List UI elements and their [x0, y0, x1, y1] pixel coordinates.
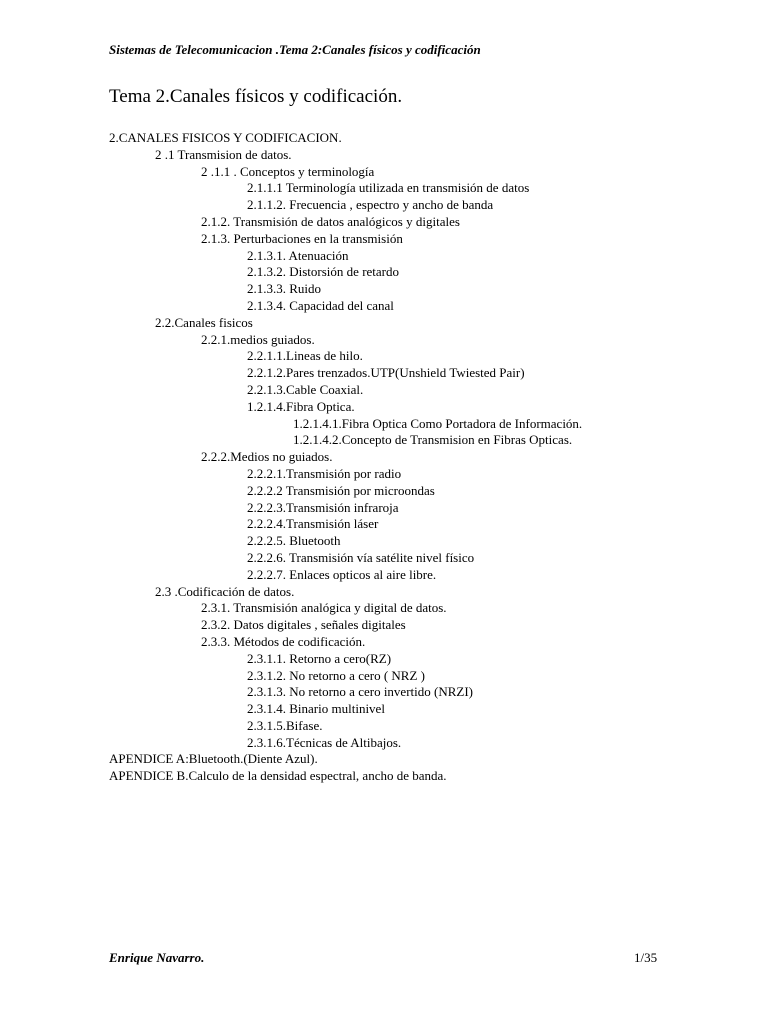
toc-entry: 2.1.2. Transmisión de datos analógicos y digitales — [201, 213, 460, 229]
page-number: 1/35 — [634, 950, 658, 965]
toc-entry: 2.2.1.medios guiados. — [201, 331, 315, 347]
toc-entry: 2.2.1.2.Pares trenzados.UTP(Unshield Twiested Pair) — [247, 365, 525, 381]
toc-entry: 2.2.2.2 Transmisión por microondas — [247, 482, 435, 498]
toc-entry: 2.3.1.5.Bifase. — [247, 717, 323, 733]
toc-entry: 2.1.3. Perturbaciones en la transmisión — [201, 230, 403, 246]
toc-entry: 2.1.3.2. Distorsión de retardo — [247, 264, 400, 280]
toc-entry: 2.3.3. Métodos de codificación. — [201, 633, 366, 649]
table-of-contents — [109, 130, 582, 785]
page-header: Sistemas de Telecomunicacion .Tema 2:Canales físicos y codificación — [109, 42, 481, 57]
toc-entry: 2.1.1.2. Frecuencia , espectro y ancho de banda — [247, 197, 494, 213]
toc-entry: 1.2.1.4.1.Fibra Optica Como Portadora de Información. — [293, 415, 583, 431]
toc-entry: 2.3.2. Datos digitales , señales digitales — [201, 617, 406, 633]
toc-entry: 2.1.3.3. Ruido — [247, 281, 322, 297]
toc-entry: 2.1.1.1 Terminología utilizada en transmisión de datos — [247, 180, 530, 196]
toc-entry: 2 .1.1 . Conceptos y terminología — [201, 163, 375, 179]
toc-entry: 2.2.1.1.Lineas de hilo. — [247, 348, 363, 364]
toc-entry: 2.2.2.7. Enlaces opticos al aire libre. — [247, 566, 437, 582]
toc-entry: 2.2.1.3.Cable Coaxial. — [247, 381, 364, 397]
toc-entry: 2.3.1. Transmisión analógica y digital de datos. — [201, 600, 447, 616]
toc-entry: 2.3.1.1. Retorno a cero(RZ) — [247, 650, 392, 666]
toc-entry: 2.2.2.1.Transmisión por radio — [247, 465, 402, 481]
toc-entry: 1.2.1.4.2.Concepto de Transmision en Fibras Opticas. — [293, 432, 573, 448]
toc-entry: 2.3.1.2. No retorno a cero ( NRZ ) — [247, 667, 425, 683]
document-title: Tema 2.Canales físicos y codificación. — [109, 86, 403, 107]
toc-entry: 2 .1 Transmision de datos. — [155, 146, 292, 162]
toc-entry: 2.2.2.6. Transmisión vía satélite nivel físico — [247, 549, 475, 565]
toc-entry: 2.3.1.4. Binario multinivel — [247, 701, 385, 717]
toc-entry: 2.1.3.4. Capacidad del canal — [247, 297, 394, 313]
footer-author: Enrique Navarro. — [109, 950, 205, 965]
toc-entry: 2.1.3.1. Atenuación — [247, 247, 349, 263]
toc-entry: 2.2.2.4.Transmisión láser — [247, 516, 379, 532]
toc-entry: APENDICE B.Calculo de la densidad espectral, ancho de banda. — [109, 768, 447, 784]
toc-entry: 2.CANALES FISICOS Y CODIFICACION. — [109, 130, 342, 145]
toc-entry: 2.3 .Codificación de datos. — [155, 583, 295, 599]
toc-entry: 2.2.2.Medios no guiados. — [201, 449, 333, 465]
toc-entry: 1.2.1.4.Fibra Optica. — [247, 398, 355, 414]
toc-entry: 2.3.1.6.Técnicas de Altibajos. — [247, 734, 402, 750]
toc-entry: 2.2.Canales fisicos — [155, 314, 253, 330]
toc-entry: 2.2.2.5. Bluetooth — [247, 533, 341, 549]
toc-entry: 2.3.1.3. No retorno a cero invertido (NRZI) — [247, 684, 473, 700]
toc-entry: 2.2.2.3.Transmisión infraroja — [247, 499, 399, 515]
toc-entry: APENDICE A:Bluetooth.(Diente Azul). — [109, 751, 318, 767]
